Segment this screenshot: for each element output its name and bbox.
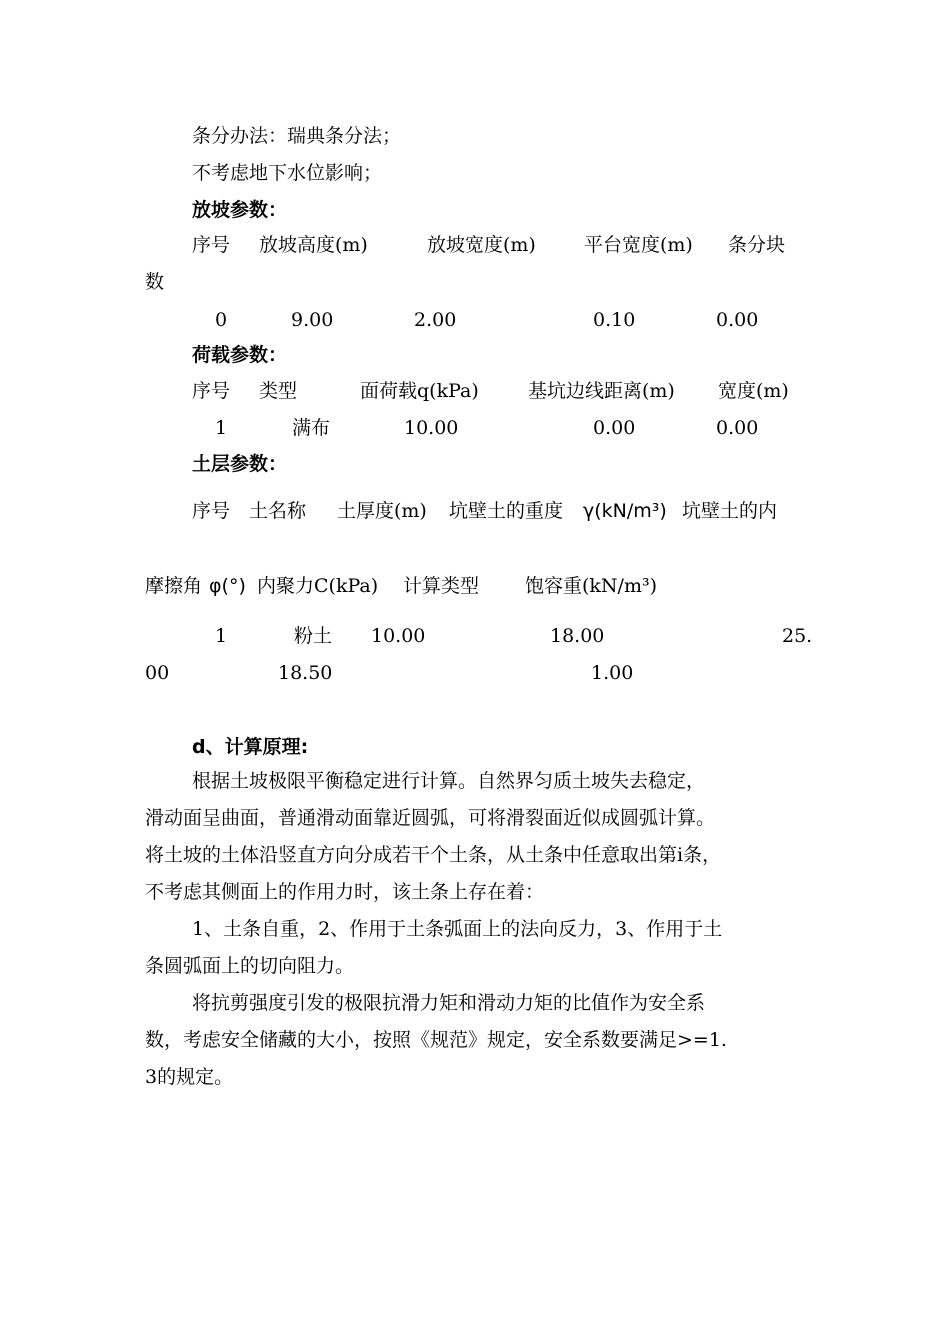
soil-row-friction-part1: 25. bbox=[782, 625, 813, 647]
slope-row-index: 0 bbox=[215, 309, 228, 331]
soil-row-index: 1 bbox=[215, 625, 228, 647]
paragraph-line: 不考虑其侧面上的作用力时，该土条上存在着： bbox=[145, 881, 545, 903]
paragraph-line: 将抗剪强度引发的极限抗滑力矩和滑动力矩的比值作为安全系 bbox=[192, 992, 706, 1014]
load-header-width: 宽度(m) bbox=[718, 380, 789, 402]
slope-row-platform: 0.10 bbox=[593, 309, 636, 331]
slope-header-height: 放坡高度(m) bbox=[259, 234, 368, 256]
paragraph-line: 将土坡的土体沿竖直方向分成若干个土条，从土条中任意取出第i条， bbox=[145, 844, 722, 866]
soil-row-unit-weight: 18.00 bbox=[550, 625, 605, 647]
no-groundwater-line: 不考虑地下水位影响； bbox=[192, 162, 383, 184]
soil-row-friction-part2: 00 bbox=[145, 662, 170, 684]
soil-row-thickness: 10.00 bbox=[371, 625, 426, 647]
soil-header-friction-part2: 摩擦角 bbox=[145, 575, 203, 597]
load-row-q: 10.00 bbox=[404, 417, 459, 439]
soil-row-saturated-weight: 1.00 bbox=[591, 662, 634, 684]
slope-header-wrap: 数 bbox=[145, 271, 165, 293]
load-row-width: 0.00 bbox=[716, 417, 759, 439]
paragraph-line: 3的规定。 bbox=[145, 1066, 234, 1088]
paragraph-line: 数，考虑安全储藏的大小，按照《规范》规定，安全系数要满足>=1. bbox=[145, 1029, 727, 1051]
load-header-index: 序号 bbox=[192, 380, 231, 402]
soil-header-gamma-unit: γ(kN/m³) bbox=[583, 500, 667, 522]
load-params-heading: 荷载参数： bbox=[192, 344, 288, 366]
slice-method-line: 条分办法：瑞典条分法； bbox=[192, 125, 402, 147]
load-header-q: 面荷载q(kPa) bbox=[360, 380, 479, 402]
soil-header-unit-weight: 坑壁土的重度 bbox=[449, 500, 564, 522]
soil-header-name: 土名称 bbox=[249, 500, 307, 522]
soil-params-heading: 土层参数： bbox=[192, 453, 288, 475]
slope-header-slices: 条分块 bbox=[728, 234, 786, 256]
soil-header-thickness: 土厚度(m) bbox=[337, 500, 427, 522]
soil-row-cohesion: 18.50 bbox=[278, 662, 333, 684]
slope-row-width: 2.00 bbox=[414, 309, 457, 331]
slope-params-heading: 放坡参数： bbox=[192, 199, 288, 221]
slope-header-platform: 平台宽度(m) bbox=[584, 234, 693, 256]
soil-header-saturated-weight: 饱容重(kN/m³) bbox=[525, 575, 657, 597]
paragraph-line: 条圆弧面上的切向阻力。 bbox=[145, 955, 355, 977]
soil-row-name: 粉土 bbox=[294, 625, 333, 647]
soil-header-calc-type: 计算类型 bbox=[403, 575, 480, 597]
slope-row-slices: 0.00 bbox=[716, 309, 759, 331]
load-row-distance: 0.00 bbox=[593, 417, 636, 439]
slope-row-height: 9.00 bbox=[291, 309, 334, 331]
paragraph-line: 1、土条自重，2、作用于土条弧面上的法向反力，3、作用于土 bbox=[192, 918, 723, 940]
load-header-distance: 基坑边线距离(m) bbox=[528, 380, 675, 402]
slope-header-width: 放坡宽度(m) bbox=[427, 234, 536, 256]
soil-header-index: 序号 bbox=[192, 500, 231, 522]
paragraph-line: 滑动面呈曲面，普通滑动面靠近圆弧，可将滑裂面近似成圆弧计算。 bbox=[145, 807, 716, 829]
load-row-index: 1 bbox=[215, 417, 228, 439]
soil-header-phi-unit: φ(°) bbox=[209, 575, 246, 597]
soil-header-friction-part1: 坑壁土的内 bbox=[682, 500, 778, 522]
principle-heading: d、计算原理: bbox=[192, 736, 309, 758]
paragraph-line: 根据土坡极限平衡稳定进行计算。自然界匀质土坡失去稳定， bbox=[192, 770, 706, 792]
load-header-type: 类型 bbox=[259, 380, 298, 402]
slope-header-index: 序号 bbox=[192, 234, 231, 256]
load-row-type: 满布 bbox=[292, 417, 331, 439]
soil-header-cohesion: 内聚力C(kPa) bbox=[257, 575, 379, 597]
